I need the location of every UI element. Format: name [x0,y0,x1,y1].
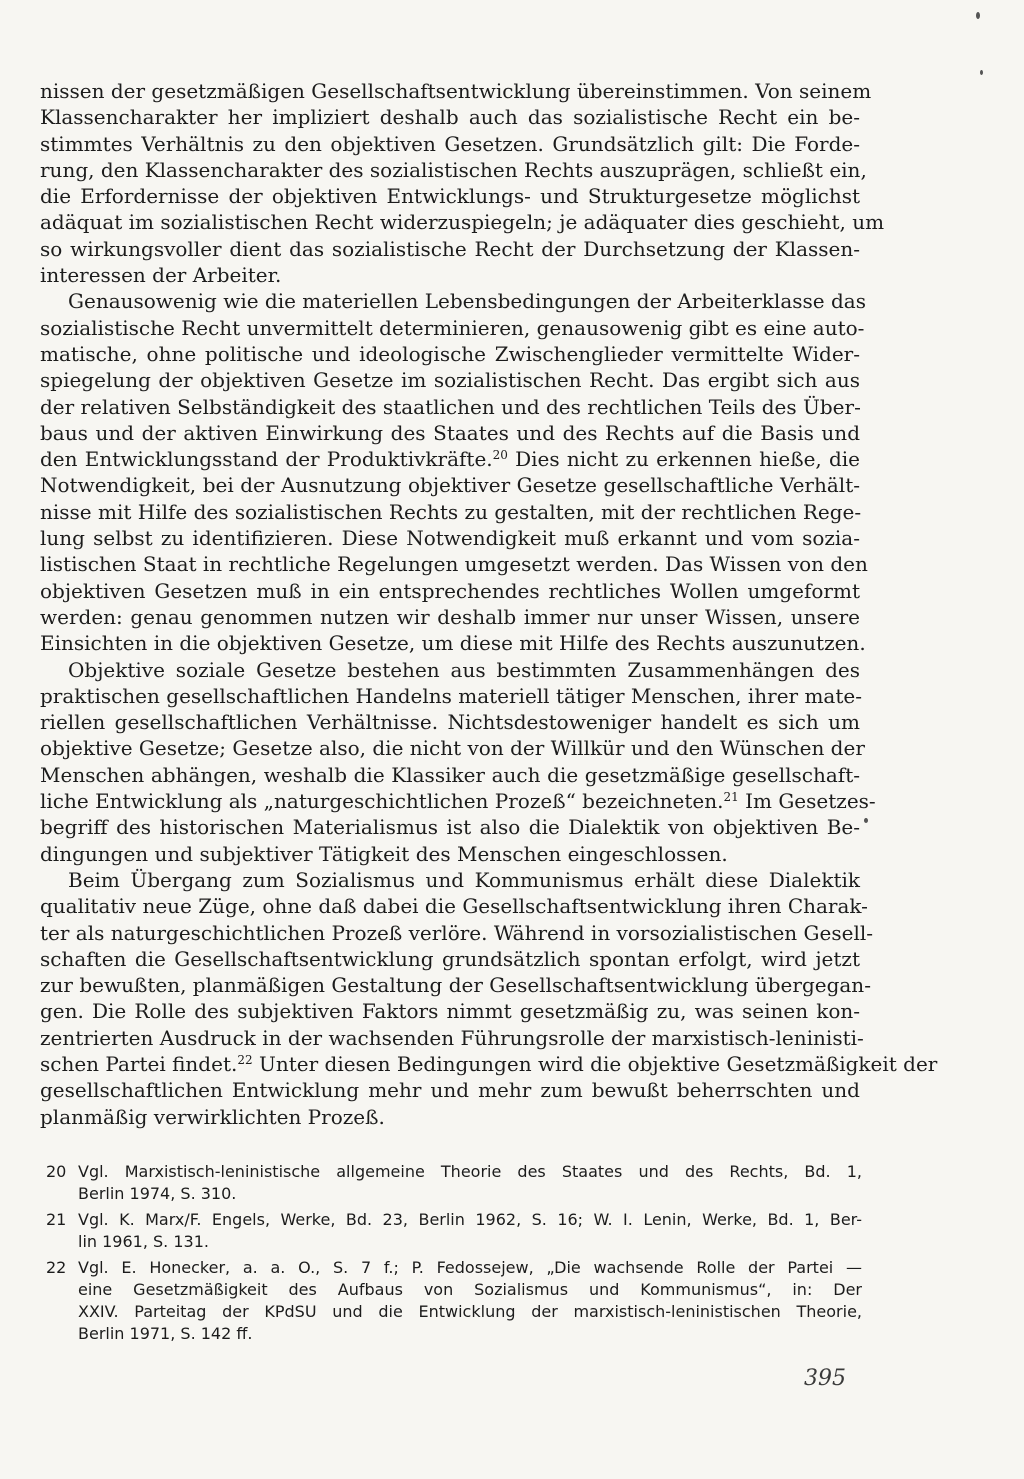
text-line: Klassencharakter her impliziert deshalb auch das sozialistische Recht ein be- [40,105,860,130]
footnote [46,1257,862,1345]
footnote-ref: 20 [492,448,508,463]
text-line: riellen gesellschaftlichen Verhältnisse. Nichtsdestoweniger handelt es sich um [40,710,860,735]
text-line: listischen Staat in rechtliche Regelungen umgesetzt werden. Das Wissen von den [40,552,868,577]
footnote-line: Berlin 1974, S. 310. [78,1184,237,1203]
text-line: den Entwicklungsstand der Produktivkräfte.$^{20}$ Dies nicht zu erkennen hieße, die [40,447,860,472]
text-line: werden: genau genommen nutzen wir deshalb immer nur unser Wissen, unsere [40,604,860,629]
footnote-line: Berlin 1971, S. 142 ff. [78,1324,253,1343]
footnote-number: 21 [46,1210,67,1229]
text-line: zentrierten Ausdruck in der wachsenden Führungsrolle der marxistisch-leninisti- [40,1025,864,1050]
text-line: Genausowenig wie die materiellen Lebensbedingungen der Arbeiterklasse das [68,289,866,314]
footnote-line: lin 1961, S. 131. [78,1232,209,1251]
body-text [40,78,938,1130]
footnote-line: eine Gesetzmäßigkeit des Aufbaus von Sozialismus und Kommunismus“, in: Der [78,1280,862,1299]
text-line: schaften die Gesellschaftsentwicklung grundsätzlich spontan erfolgt, wird jetzt [40,946,860,971]
footnote-ref: 21 [723,790,739,805]
footnote [46,1209,862,1253]
footnotes [46,1161,862,1349]
text-line: gesellschaftlichen Entwicklung mehr und mehr zum bewußt beherrschten und [40,1078,860,1103]
footnote-ref: 22 [237,1052,253,1067]
text-line: baus und der aktiven Einwirkung des Staates und des Rechts auf die Basis und [40,420,860,445]
text-line: nisse mit Hilfe des sozialistischen Rechts zu gestalten, mit der rechtlichen Rege- [40,499,862,524]
text-line: die Erfordernisse der objektiven Entwicklungs- und Strukturgesetze möglichst [40,184,860,209]
text-line: Menschen abhängen, weshalb die Klassiker auch die gesetzmäßige gesellschaft- [40,762,860,787]
text-line: Beim Übergang zum Sozialismus und Kommunismus erhält diese Dialektik [68,867,860,892]
text-line: spiegelung der objektiven Gesetze im sozialistischen Recht. Das ergibt sich aus [40,368,860,393]
text-line: ter als naturgeschichtlichen Prozeß verlöre. Während in vorsozialistischen Gesell- [40,920,873,945]
text-line: dingungen und subjektiver Tätigkeit des Menschen eingeschlossen. [40,841,728,866]
footnote-line: Vgl. Marxistisch-leninistische allgemeine Theorie des Staates und des Rechts, Bd. 1, [78,1162,862,1181]
text-line: planmäßig verwirklichten Prozeß. [40,1104,385,1129]
scan-speck [864,818,868,823]
text-line: objektiven Gesetzen muß in ein entsprechendes rechtliches Wollen umgeformt [40,578,860,603]
text-line: der relativen Selbständigkeit des staatlichen und des rechtlichen Teils des Über- [40,394,861,419]
text-line: qualitativ neue Züge, ohne daß dabei die Gesellschaftsentwicklung ihren Charak- [40,894,868,919]
footnote-number: 20 [46,1162,67,1181]
text-line: schen Partei findet.$^{22}$ Unter diesen Bedingungen wird die objektive Gesetzmäßigkeit der [40,1051,938,1076]
text-line: liche Entwicklung als „naturgeschichtlichen Prozeß“ bezeichneten.$^{21}$ Im Gesetzes- [40,789,876,814]
text-line: Notwendigkeit, bei der Ausnutzung objektiver Gesetze gesellschaftliche Verhält- [40,473,860,498]
text-line: objektive Gesetze; Gesetze also, die nicht von der Willkür und den Wünschen der [40,736,865,761]
text-line: praktischen gesellschaftlichen Handelns materiell tätiger Menschen, ihrer mate- [40,683,862,708]
footnote-line: XXIV. Parteitag der KPdSU und die Entwicklung der marxistisch-leninistischen Theorie, [78,1302,862,1321]
footnote-number: 22 [46,1258,67,1277]
text-line: adäquat im sozialistischen Recht widerzuspiegeln; je adäquater dies geschieht, um [40,210,885,235]
footnote-line: Vgl. E. Honecker, a. a. O., S. 7 f.; P. Fedossejew, „Die wachsende Rolle der Partei — [78,1258,862,1277]
text-line: matische, ohne politische und ideologische Zwischenglieder vermittelte Wider- [40,341,860,366]
text-line: so wirkungsvoller dient das sozialistische Recht der Durchsetzung der Klassen- [40,236,860,261]
text-line: Objektive soziale Gesetze bestehen aus bestimmten Zusammenhängen des [68,657,860,682]
footnote [46,1161,862,1205]
text-line: begriff des historischen Materialismus ist also die Dialektik von objektiven Be- [40,815,860,840]
text-line: nissen der gesetzmäßigen Gesellschaftsentwicklung übereinstimmen. Von seinem [40,79,872,103]
text-line: Einsichten in die objektiven Gesetze, um diese mit Hilfe des Rechts auszunutzen. [40,631,866,656]
text-line: rung, den Klassencharakter des sozialistischen Rechts auszuprägen, schließt ein, [40,157,867,182]
scan-speck [980,70,983,75]
text-line: interessen der Arbeiter. [40,263,282,288]
footnote-line: Vgl. K. Marx/F. Engels, Werke, Bd. 23, Berlin 1962, S. 16; W. I. Lenin, Werke, Bd. 1, Ber- [78,1210,862,1229]
scan-speck [976,12,980,19]
text-line: stimmtes Verhältnis zu den objektiven Gesetzen. Grundsätzlich gilt: Die Forde- [40,131,860,156]
text-line: sozialistische Recht unvermittelt determinieren, genausowenig gibt es eine auto- [40,315,865,340]
page-number: 395 [804,1366,846,1391]
text-line: gen. Die Rolle des subjektiven Faktors nimmt gesetzmäßig zu, was seinen kon- [40,999,860,1024]
text-line: lung selbst zu identifizieren. Diese Notwendigkeit muß erkannt und vom sozia- [40,526,860,551]
text-line: zur bewußten, planmäßigen Gestaltung der Gesellschaftsentwicklung übergegan- [40,973,871,998]
